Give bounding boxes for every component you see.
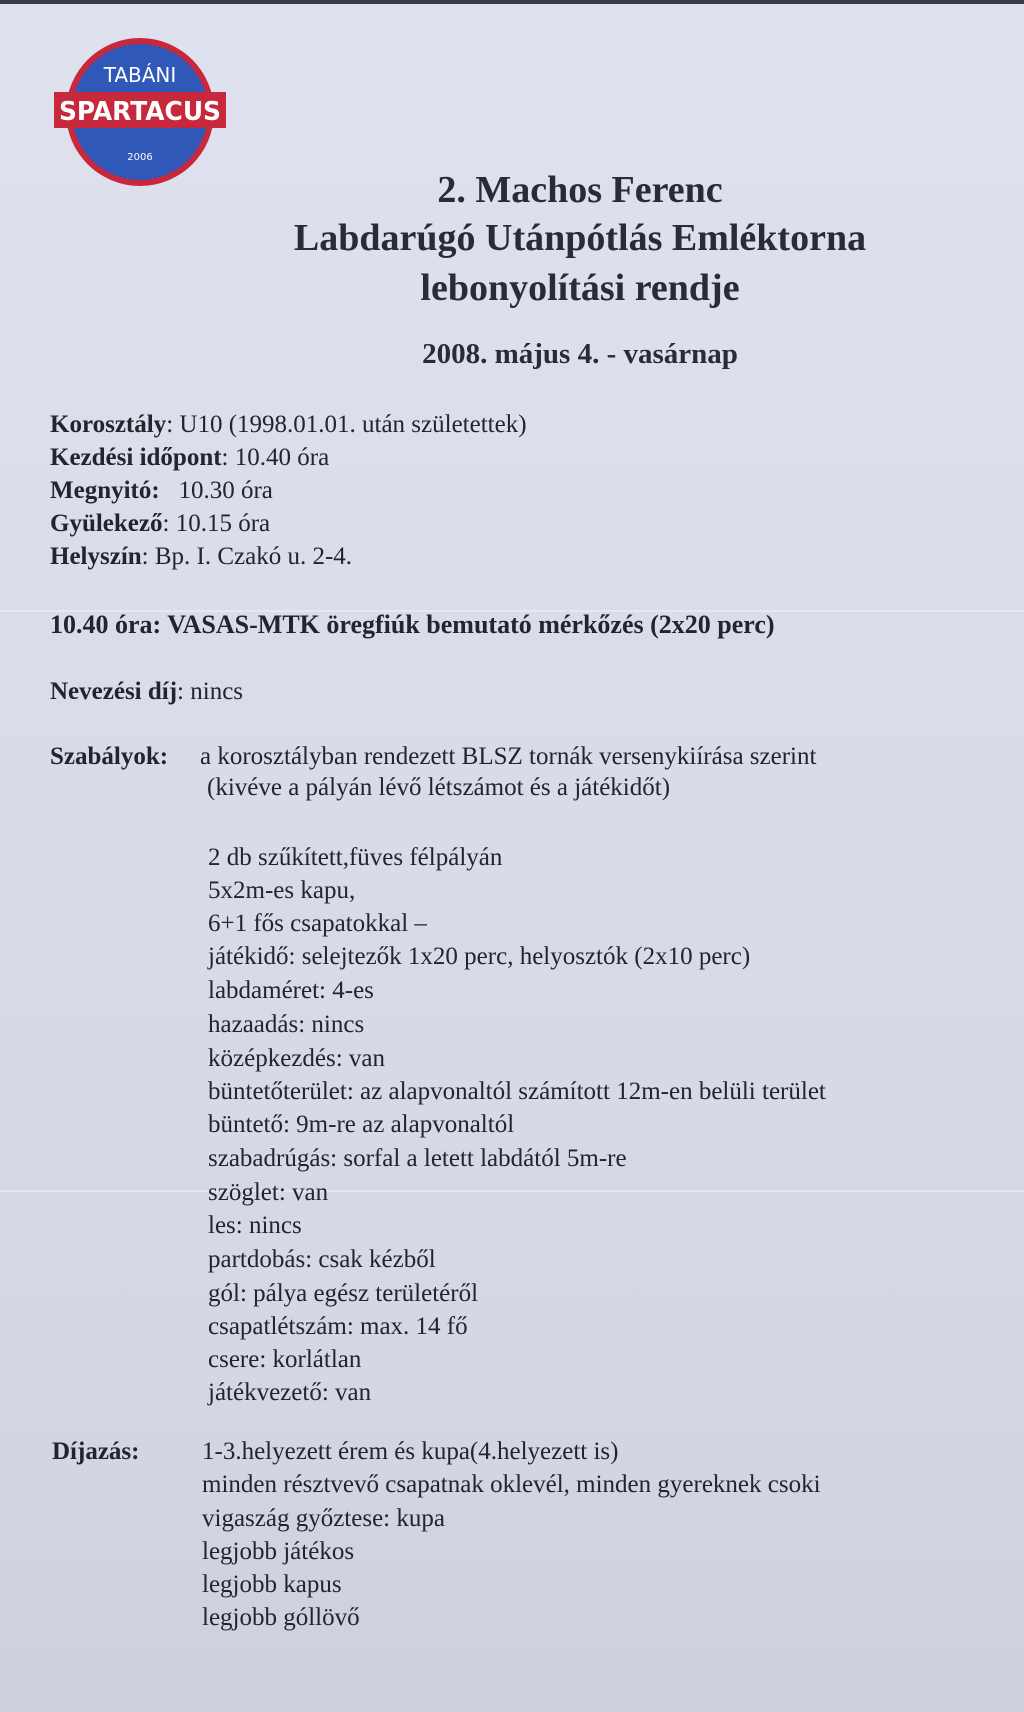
title-line-3: lebonyolítási rendje: [420, 267, 740, 309]
info-label: Helyszín: [50, 543, 142, 570]
logo-top-text: TABÁNI: [103, 63, 177, 87]
rule-item: szabadrúgás: sorfal a letett labdától 5m-re: [208, 1145, 627, 1172]
rule-item: középkezdés: van: [208, 1045, 386, 1072]
rule-item: hazaadás: nincs: [208, 1011, 365, 1038]
rule-item: labdaméret: 4-es: [208, 977, 374, 1004]
rule-item: 6+1 fős csapatokkal –: [208, 910, 427, 937]
info-label: Kezdési időpont: [50, 444, 222, 471]
rule-item: büntetőterület: az alapvonaltól számított 12m-en belüli terület: [208, 1078, 826, 1105]
rule-item: partdobás: csak kézből: [208, 1246, 436, 1273]
info-label: Gyülekező: [50, 510, 163, 537]
rule-item: büntető: 9m-re az alapvonaltól: [208, 1111, 515, 1138]
info-age-group: [50, 410, 527, 440]
rules-label: Szabályok:: [50, 743, 169, 770]
title-line-2: Labdarúgó Utánpótlás Emléktorna: [293, 217, 867, 259]
info-value: : 10.15 óra: [162, 510, 271, 537]
rule-item: csapatlétszám: max. 14 fő: [208, 1313, 468, 1340]
info-value: 10.30 óra: [159, 477, 273, 504]
rule-item: les: nincs: [208, 1212, 302, 1239]
rule-item: 5x2m-es kapu,: [208, 877, 356, 904]
event-date: 2008. május 4. - vasárnap: [422, 338, 738, 370]
info-gathering: [50, 509, 270, 539]
paper-fold: [0, 1190, 1024, 1192]
fee-value: : nincs: [177, 678, 244, 705]
fee-label: Nevezési díj: [50, 678, 178, 705]
rules-intro: (kivéve a pályán lévő létszámot és a játékidőt): [207, 774, 671, 801]
rules-intro: a korosztályban rendezett BLSZ tornák versenykiírása szerint: [200, 743, 817, 770]
rule-item: játékidő: selejtezők 1x20 perc, helyosztók (2x10 perc): [208, 943, 751, 970]
info-opening: [50, 476, 273, 506]
club-logo: [50, 36, 230, 188]
exhibition-match: 10.40 óra: VASAS-MTK öregfiúk bemutató mérkőzés (2x20 perc): [50, 610, 775, 639]
info-value: : U10 (1998.01.01. után születettek): [166, 411, 527, 438]
award-item: legjobb játékos: [202, 1538, 355, 1565]
info-label: Megnyitó:: [50, 477, 160, 504]
info-start-time: [50, 443, 329, 473]
info-label: Korosztály: [50, 411, 167, 438]
rule-item: szöglet: van: [208, 1179, 329, 1206]
entry-fee: [50, 677, 243, 707]
info-value: : 10.40 óra: [221, 444, 330, 471]
award-item: legjobb góllövő: [202, 1604, 360, 1631]
info-value: : Bp. I. Czakó u. 2-4.: [141, 543, 353, 570]
logo-year-text: 2006: [127, 152, 153, 163]
awards-label: Díjazás:: [52, 1438, 140, 1465]
rule-item: gól: pálya egész területéről: [208, 1280, 479, 1307]
rule-item: 2 db szűkített,füves félpályán: [208, 844, 503, 871]
award-item: legjobb kapus: [202, 1571, 342, 1598]
rule-item: csere: korlátlan: [208, 1346, 362, 1373]
title-line-1: 2. Machos Ferenc: [437, 169, 723, 211]
rule-item: játékvezető: van: [208, 1379, 372, 1406]
award-item: minden résztvevő csapatnak oklevél, minden gyereknek csoki: [202, 1471, 821, 1498]
award-item: 1-3.helyezett érem és kupa(4.helyezett is): [202, 1438, 619, 1465]
logo-main-text: SPARTACUS: [59, 97, 221, 127]
scan-edge: [0, 0, 1024, 4]
award-item: vigaszág győztese: kupa: [202, 1505, 445, 1532]
info-location: [50, 542, 352, 572]
